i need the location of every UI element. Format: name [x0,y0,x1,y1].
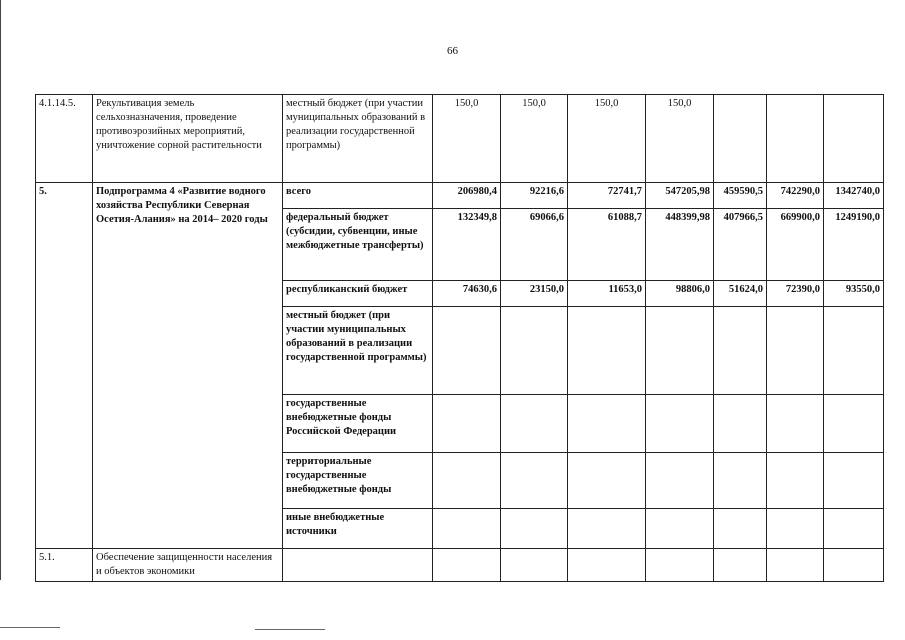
row-name: Подпрограмма 4 «Развитие водного хозяйства Республики Северная Осетия-Алания» на 2014– 2020 годы [93,183,283,549]
value-cell: 72741,7 [568,183,646,209]
value-cell [501,549,568,582]
value-cell [824,95,884,183]
page-left-edge [0,0,1,580]
value-cell [714,307,767,395]
funding-source: федеральный бюджет (субсидии, субвенции, иные межбюджетные трансферты) [283,209,433,281]
scan-artifact-line [255,629,325,630]
table-row [36,549,884,582]
value-cell [824,453,884,509]
value-cell [824,549,884,582]
value-cell: 150,0 [568,95,646,183]
funding-source: всего [283,183,433,209]
value-cell: 11653,0 [568,281,646,307]
value-cell: 150,0 [501,95,568,183]
value-cell: 547205,98 [646,183,714,209]
value-cell: 1249190,0 [824,209,884,281]
value-cell [433,509,501,549]
value-cell [433,549,501,582]
value-cell: 669900,0 [767,209,824,281]
value-cell [501,395,568,453]
value-cell [568,395,646,453]
value-cell [767,307,824,395]
value-cell: 407966,5 [714,209,767,281]
value-cell [568,549,646,582]
funding-source: государственные внебюджетные фонды Российской Федерации [283,395,433,453]
row-id: 5. [36,183,93,549]
value-cell [501,509,568,549]
funding-source: республиканский бюджет [283,281,433,307]
value-cell: 448399,98 [646,209,714,281]
funding-source [283,549,433,582]
row-name: Рекультивация земель сельхозназначения, проведение противоэрозийных мероприятий, уничтожение сорной растительности [93,95,283,183]
value-cell [646,307,714,395]
value-cell [714,549,767,582]
value-cell [433,395,501,453]
value-cell [824,307,884,395]
row-name: Обеспечение защищенности населения и объектов экономики [93,549,283,582]
page-number: 66 [447,45,458,57]
value-cell: 92216,6 [501,183,568,209]
value-cell [568,453,646,509]
value-cell: 150,0 [433,95,501,183]
budget-table [35,94,884,582]
value-cell [714,509,767,549]
table-row [36,95,884,183]
value-cell: 98806,0 [646,281,714,307]
funding-source: местный бюджет (при участии муниципальных образований в реализации государственной программы) [283,95,433,183]
value-cell [646,453,714,509]
value-cell: 23150,0 [501,281,568,307]
value-cell: 74630,6 [433,281,501,307]
funding-source: территориальные государственные внебюджетные фонды [283,453,433,509]
funding-source: иные внебюджетные источники [283,509,433,549]
value-cell [824,509,884,549]
value-cell: 72390,0 [767,281,824,307]
funding-source: местный бюджет (при участии муниципальных образований в реализации государственной программы) [283,307,433,395]
table-row [36,183,884,209]
value-cell [767,95,824,183]
value-cell [568,307,646,395]
value-cell: 93550,0 [824,281,884,307]
value-cell: 459590,5 [714,183,767,209]
value-cell [824,395,884,453]
value-cell [767,395,824,453]
value-cell [646,549,714,582]
row-id: 5.1. [36,549,93,582]
value-cell: 742290,0 [767,183,824,209]
value-cell [767,453,824,509]
row-id: 4.1.14.5. [36,95,93,183]
value-cell [646,509,714,549]
scan-artifact-line [0,627,60,628]
value-cell: 206980,4 [433,183,501,209]
value-cell [767,549,824,582]
value-cell [568,509,646,549]
value-cell [501,453,568,509]
value-cell [714,395,767,453]
value-cell [433,453,501,509]
value-cell: 150,0 [646,95,714,183]
value-cell [433,307,501,395]
value-cell: 132349,8 [433,209,501,281]
value-cell: 1342740,0 [824,183,884,209]
value-cell [767,509,824,549]
value-cell: 61088,7 [568,209,646,281]
value-cell [714,95,767,183]
value-cell: 51624,0 [714,281,767,307]
value-cell: 69066,6 [501,209,568,281]
value-cell [714,453,767,509]
value-cell [646,395,714,453]
value-cell [501,307,568,395]
